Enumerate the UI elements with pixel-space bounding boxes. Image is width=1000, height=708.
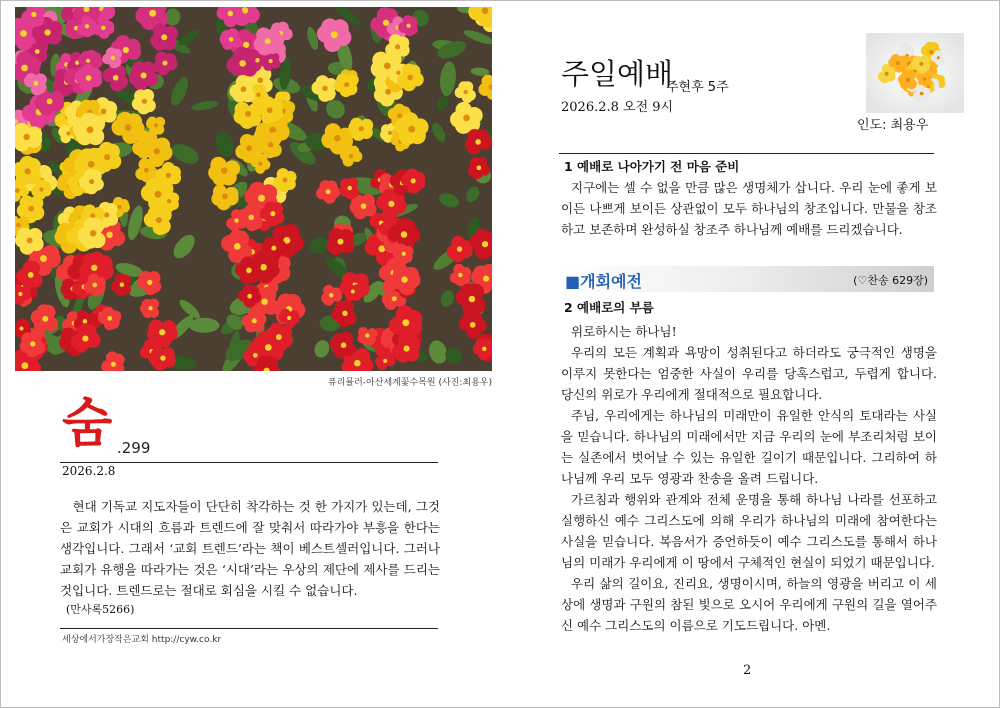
bouquet-image — [866, 33, 964, 113]
devotional-text: 현대 기독교 지도자들이 단단히 착각하는 것 한 가지가 있는데, 그것은 교회가 시대의 흐름과 트렌드에 잘 맞춰서 따라가야 부흥을 한다는 생각입니다. 그래서 ‘교회 트렌드’라는 책이 베스트셀러입니다. 그러나 교회가 유행을 따라가는 것은 ‘시대’라는 우상의 제단에 제사를 드리는 것입니다. 트렌드로는 절대로 회심을 시킬 수 없습니다. — [60, 499, 440, 598]
divider — [559, 153, 934, 154]
paragraph: 지구에는 셀 수 없을 만큼 많은 생명체가 삽니다. 우리 눈에 좋게 보이든 나쁘게 보이든 상관없이 모두 하나님의 창조입니다. 만물을 창조하고 보존하며 완성하실 창조주 하나님께 예배를 드리겠습니다. — [561, 180, 937, 237]
service-datetime: 2026.2.8 오전 9시 — [561, 100, 674, 115]
devotional-reference: (만사록5266) — [66, 603, 135, 616]
page-number: 2 — [743, 663, 752, 678]
newsletter-logo: 숨 — [62, 394, 111, 454]
photo-caption: 퓨리뮬러-아산세계꽃수목원 (사진:최용우) — [328, 378, 492, 388]
section-heading-preparation: 1 예배로 나아가기 전 마음 준비 — [564, 159, 740, 174]
paragraph: 우리의 모든 계획과 욕망이 성취된다고 하더라도 궁극적인 생명을 이루지 못한다는 엄중한 사실이 우리를 당혹스럽고, 두렵게 합니다. 당신의 위로가 우리에게 절대적으로 필요합니다. — [561, 345, 937, 402]
paragraph: 주님, 우리에게는 하나님의 미래만이 유일한 안식의 토대라는 사실을 믿습니다. 하나님의 미래에서만 지금 우리의 눈에 부조리처럼 보이는 실존에서 벗어날 수 있는 유일한 길이기 때문입니다. 그리하여 하나님께 우리 모두 영광과 찬송을 올려 드립니다. — [561, 408, 937, 486]
paragraph: 가르침과 행위와 관계와 전체 운명을 통해 하나님 나라를 선포하고 실행하신 예수 그리스도에 의해 우리가 하나님의 미래에 참여한다는 사실을 믿습니다. 복음서가 증언하듯이 예수 그리스도를 통해서 하나님의 미래가 우리에게 이 땅에서 구체적인 현실이 되었기 때문입니다. — [561, 492, 937, 570]
divider — [60, 628, 438, 629]
paragraph: 우리 삶의 길이요, 진리요, 생명이시며, 하늘의 영광을 버리고 이 세상에 생명과 구원의 참된 빛으로 오시어 우리에게 구원의 길을 열어주신 예수 그리스도의 이름으로 기도드립니다. 아멘. — [561, 576, 937, 633]
service-subtitle: 주현후 5주 — [666, 80, 729, 95]
site-footer: 세상에서가장작은교회 http://cyw.co.kr — [62, 635, 222, 645]
service-leader: 인도: 최용우 — [857, 118, 929, 133]
section-heading-call-to-worship: 2 예배로의 부름 — [564, 300, 654, 315]
issue-number: .299 — [117, 439, 151, 457]
issue-date: 2026.2.8 — [62, 464, 116, 478]
section-banner-opening — [559, 266, 934, 292]
paragraph: 위로하시는 하나님! — [571, 324, 677, 339]
banner-title: ■개회예전 — [565, 272, 642, 291]
section-text-call-to-worship — [561, 321, 937, 636]
section-text-preparation — [561, 177, 937, 240]
hymn-number: (♡찬송 629장) — [853, 274, 928, 287]
divider — [60, 462, 438, 463]
primrose-photo — [15, 7, 492, 371]
service-title: 주일예배 — [561, 57, 674, 91]
